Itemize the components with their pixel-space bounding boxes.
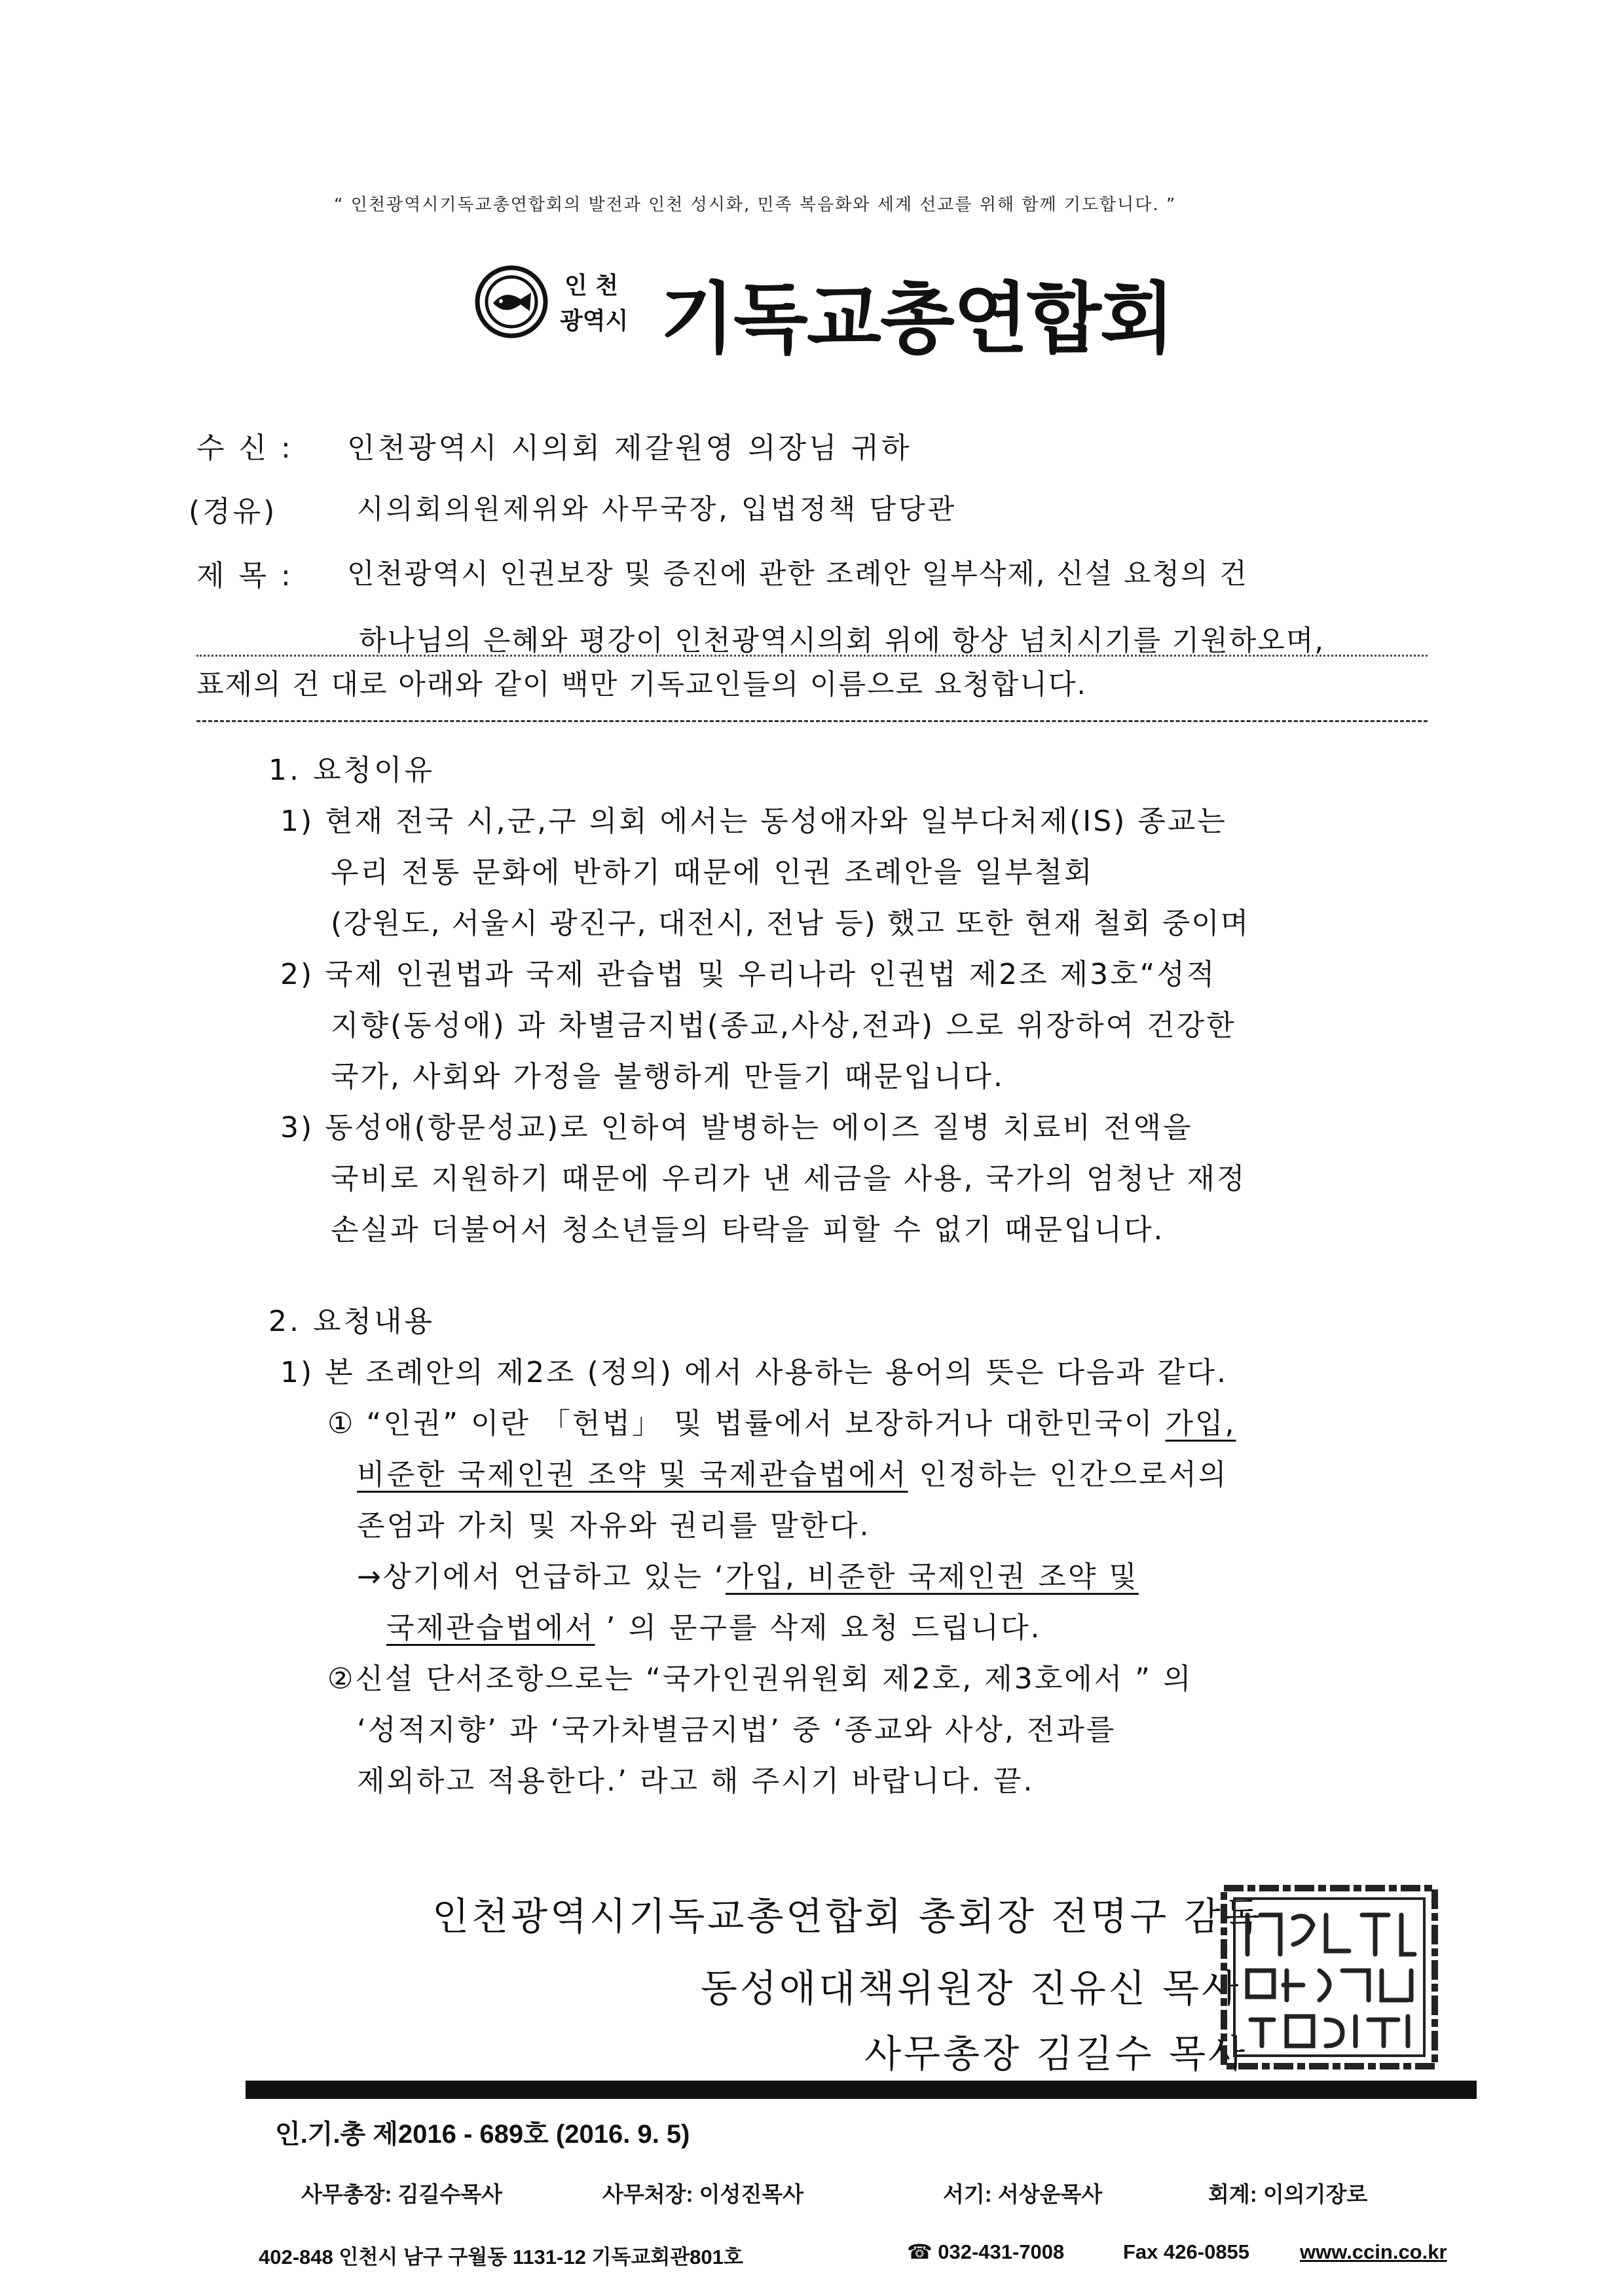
staff-secretary-general: 사무총장: 김길수목사 — [301, 2182, 503, 2206]
section2-clause1-line2 — [357, 1451, 1228, 1493]
section1-item3-line2: 국비로 지원하기 때문에 우리가 낸 세금을 사용, 국가의 엄청난 재정 — [331, 1162, 1247, 1195]
subject-label: 제 목 : — [196, 559, 293, 592]
section2-clause2-line2: ‘성적지향’ 과 ‘국가차별금지법’ 중 ‘종교와 사상, 전과를 — [357, 1713, 1116, 1747]
organization-logo-icon — [475, 265, 548, 338]
signature-line-3: 사무총장 김길수 목사 — [864, 2032, 1248, 2076]
arrow-line2-text: ’ 의 문구를 삭제 요청 드립니다. — [595, 1611, 1042, 1645]
section1-item2-line1: 2) 국제 인권법과 국제 관습법 및 우리나라 인권법 제2조 제3호“성적 — [280, 958, 1217, 991]
section2-clause2-line1: ②신설 단서조항으로는 “국가인권위원회 제2호, 제3호에서 ” 의 — [327, 1662, 1193, 1696]
official-seal-stamp — [1215, 1879, 1444, 2075]
section1-item1-line2: 우리 전통 문화에 반하기 때문에 인권 조례안을 일부철회 — [331, 856, 1094, 889]
section2-arrow-line1 — [357, 1553, 1139, 1595]
clause1-line1-underlined: 가입, — [1165, 1407, 1236, 1440]
section2-arrow-line2 — [386, 1604, 1041, 1646]
address: 402-848 인천시 남구 구월동 1131-12 기독교회관801호 — [259, 2246, 743, 2269]
section2-item1: 1) 본 조례안의 제2조 (정의) 에서 사용하는 용어의 뜻은 다음과 같다. — [280, 1356, 1228, 1389]
staff-treasurer: 회계: 이의기장로 — [1208, 2182, 1368, 2206]
org-name-title: 기독교총연합회 — [660, 274, 1173, 364]
signature-line-2: 동성애대책위원장 진유신 목사 — [701, 1966, 1242, 2011]
via-label: (경유) — [189, 495, 278, 528]
section1-item1-line1: 1) 현재 전국 시,군,구 의회 에서는 동성애자와 일부다처제(IS) 종교는 — [280, 805, 1227, 838]
arrow-line1-text: →상기에서 언급하고 있는 ‘ — [357, 1560, 726, 1594]
document-number: 인.기.총 제2016 - 689호 (2016. 9. 5) — [275, 2120, 690, 2149]
section2-clause1-line1 — [327, 1400, 1236, 1442]
intro-line-1: 하나님의 은혜와 평강이 인천광역시의회 위에 항상 넘치시기를 기원하오며, — [359, 625, 1325, 657]
clause1-line2-text: 인정하는 인간으로서의 — [908, 1458, 1228, 1491]
section1-item2-line2: 지향(동성애) 과 차별금지법(종교,사상,전과) 으로 위장하여 건강한 — [331, 1009, 1236, 1042]
header-motto: “ 인천광역시기독교총연합회의 발전과 인천 성시화, 민족 복음화와 세계 선교를 위해 함께 기도합니다. ” — [334, 195, 1177, 215]
phone: ☎ 032-431-7008 — [907, 2240, 1065, 2263]
section1-item2-line3: 국가, 사회와 가정을 불행하게 만들기 때문입니다. — [331, 1060, 1005, 1093]
section2-clause1-line3: 존엄과 가치 및 자유와 권리를 말한다. — [357, 1509, 871, 1542]
recipient-value: 인천광역시 시의회 제갈원영 의장님 귀하 — [347, 431, 912, 465]
footer-divider-bar — [246, 2081, 1477, 2099]
section2-clause2-line3: 제외하고 적용한다.’ 라고 해 주시기 바랍니다. 끝. — [357, 1764, 1035, 1798]
section1-item1-line3: (강원도, 서울시 광진구, 대전시, 전남 등) 했고 또한 현재 철회 중이며 — [331, 907, 1250, 940]
dotted-divider — [196, 655, 1428, 657]
arrow-line2-underlined: 국제관습법에서 — [386, 1611, 595, 1645]
recipient-label: 수 신 : — [196, 431, 293, 465]
clause1-line2-underlined: 비준한 국제인권 조약 및 국제관습법에서 — [357, 1458, 908, 1491]
website-link[interactable]: www.ccin.co.kr — [1300, 2240, 1447, 2263]
via-value: 시의회의원제위와 사무국장, 입법정책 담당관 — [357, 493, 957, 525]
clause1-line1-text: ① “인권” 이란 「헌법」 및 법률에서 보장하거나 대한민국이 — [327, 1407, 1166, 1440]
subject-value: 인천광역시 인권보장 및 증진에 관한 조례안 일부삭제, 신설 요청의 건 — [347, 558, 1248, 591]
staff-office-director: 사무처장: 이성진목사 — [602, 2182, 804, 2206]
staff-clerk: 서기: 서상운목사 — [943, 2182, 1103, 2206]
arrow-line1-underlined: 가입, 비준한 국제인권 조약 및 — [725, 1560, 1139, 1594]
section1-title: 1. 요청이유 — [268, 754, 435, 787]
org-name-small-bottom: 광역시 — [560, 308, 629, 335]
intro-line-2: 표제의 건 대로 아래와 같이 백만 기독교인들의 이름으로 요청합니다. — [196, 668, 1088, 701]
dashed-divider — [196, 720, 1428, 722]
signature-line-1: 인천광역시기독교총연합회 총회장 전명구 감독 — [432, 1894, 1263, 1939]
section2-title: 2. 요청내용 — [268, 1305, 435, 1338]
section1-item3-line1: 3) 동성애(항문성교)로 인하여 발병하는 에이즈 질병 치료비 전액을 — [280, 1111, 1193, 1144]
org-name-small-top: 인 천 — [564, 272, 619, 299]
section1-item3-line3: 손실과 더불어서 청소년들의 타락을 피할 수 없기 때문입니다. — [331, 1213, 1165, 1247]
fax: Fax 426-0855 — [1123, 2240, 1250, 2263]
